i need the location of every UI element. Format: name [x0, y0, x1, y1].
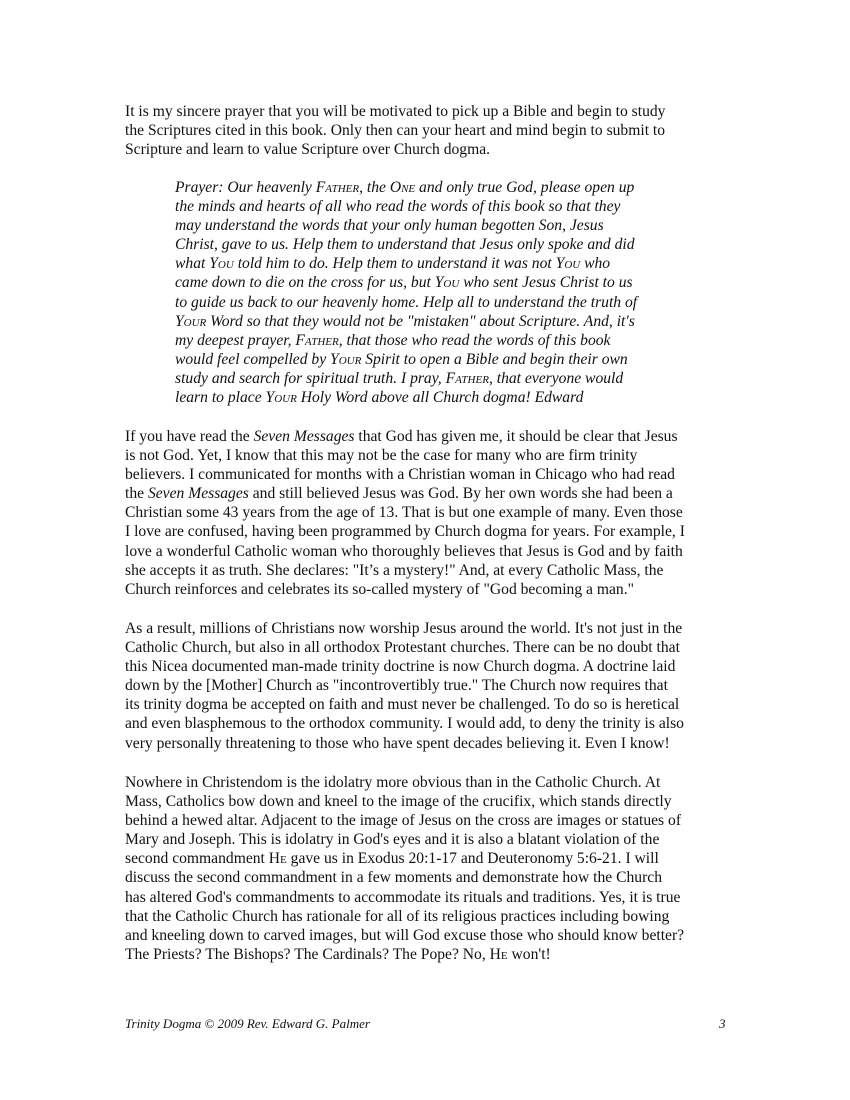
- text-line: Church reinforces and celebrates its so-called mystery of "God becoming a man.": [125, 580, 634, 598]
- text-line: the Scriptures cited in this book. Only then can your heart and mind begin to submit to: [125, 122, 666, 140]
- text-line: my deepest prayer, Father, that those who read the words of this book: [175, 331, 611, 349]
- paragraph-trinity-dogma: [125, 619, 735, 753]
- text-line: that the Catholic Church has rationale for all of its religious practices including bowing: [125, 907, 670, 925]
- text-line: learn to place Your Holy Word above all Church dogma! Edward: [175, 389, 584, 407]
- text-line: has altered God's commandments to accommodate its rituals and traditions. Yes, it is true: [125, 888, 681, 906]
- text-line: this Nicea documented man-made trinity doctrine is now Church dogma. A doctrine laid: [125, 658, 676, 676]
- text-line: Nowhere in Christendom is the idolatry more obvious than in the Catholic Church. At: [125, 774, 661, 791]
- text-line: would feel compelled by Your Spirit to open a Bible and begin their own: [175, 350, 628, 368]
- text-line: Mary and Joseph. This is idolatry in God's eyes and it is also a blatant violation of the: [125, 831, 660, 849]
- text-line: Catholic Church, but also in all orthodox Protestant churches. There can be no doubt that: [125, 639, 680, 657]
- text-line: and kneeling down to carved images, but will God excuse those who should know better?: [125, 926, 685, 944]
- text-line: down by the [Mother] Church as "incontrovertibly true." The Church now requires that: [125, 677, 668, 695]
- text-line: love a wonderful Catholic woman who thoroughly believes that Jesus is God and by faith: [125, 542, 683, 560]
- text-line: discuss the second commandment in a few moments and demonstrate how the Church: [125, 869, 662, 887]
- text-line: is not God. Yet, I know that this may not be the case for many who are firm trinity: [125, 447, 638, 465]
- text-line: Your Word so that they would not be "mistaken" about Scripture. And, it's: [175, 312, 635, 330]
- text-line: the Seven Messages and still believed Jesus was God. By her own words she had been a: [125, 485, 673, 503]
- text-line: Christian some 43 years from the age of 13. That is but one example of many. Even those: [125, 504, 683, 522]
- text-line: may understand the words that your only human begotten Son, Jesus: [175, 217, 604, 235]
- text-line: It is my sincere prayer that you will be motivated to pick up a Bible and begin to study: [125, 103, 666, 120]
- text-line: Prayer: Our heavenly Father, the One and only true God, please open up: [175, 179, 635, 196]
- paragraph-seven-messages: [125, 427, 735, 599]
- text-line: Scripture and learn to value Scripture over Church dogma.: [125, 141, 491, 159]
- text-line: its trinity dogma be accepted on faith and must never be challenged. To do so is heretical: [125, 696, 680, 714]
- page-number: 3: [719, 1016, 726, 1031]
- text-line: the minds and hearts of all who read the words of this book so that they: [175, 198, 621, 216]
- text-line: very personally threatening to those who have spent decades believing it. Even I know!: [125, 734, 670, 752]
- text-line: what You told him to do. Help them to understand it was not You who: [175, 255, 611, 273]
- text-line: to guide us back to our heavenly home. Help all to understand the truth of: [175, 293, 638, 311]
- prayer-block: [175, 178, 695, 407]
- text-line: Christ, gave to us. Help them to understand that Jesus only spoke and did: [175, 236, 635, 254]
- text-line: believers. I communicated for months with a Christian woman in Chicago who had read: [125, 466, 675, 484]
- text-line: I love are confused, having been programmed by Church dogma for years. For example, I: [125, 523, 685, 541]
- text-line: second commandment He gave us in Exodus 20:1-17 and Deuteronomy 5:6-21. I will: [125, 850, 659, 868]
- text-line: behind a hewed altar. Adjacent to the image of Jesus on the cross are images or statues of: [125, 812, 682, 830]
- paragraph-idolatry: [125, 773, 735, 964]
- text-line: study and search for spiritual truth. I pray, Father, that everyone would: [175, 369, 624, 387]
- text-line: and even blasphemous to the orthodox community. I would add, to deny the trinity is also: [125, 715, 684, 733]
- intro-paragraph: [125, 102, 735, 159]
- text-line: came down to die on the cross for us, but You who sent Jesus Christ to us: [175, 274, 633, 292]
- text-line: Mass, Catholics bow down and kneel to the image of the crucifix, which stands directly: [125, 793, 672, 811]
- text-line: The Priests? The Bishops? The Cardinals? The Pope? No, He won't!: [125, 945, 551, 963]
- text-line: If you have read the Seven Messages that God has given me, it should be clear that Jesus: [125, 428, 678, 445]
- footer-copyright: Trinity Dogma © 2009 Rev. Edward G. Palmer: [125, 1016, 370, 1031]
- text-line: she accepts it as truth. She declares: "It’s a mystery!" And, at every Catholic Mass, the: [125, 561, 664, 579]
- text-line: As a result, millions of Christians now worship Jesus around the world. It's not just in the: [125, 620, 683, 637]
